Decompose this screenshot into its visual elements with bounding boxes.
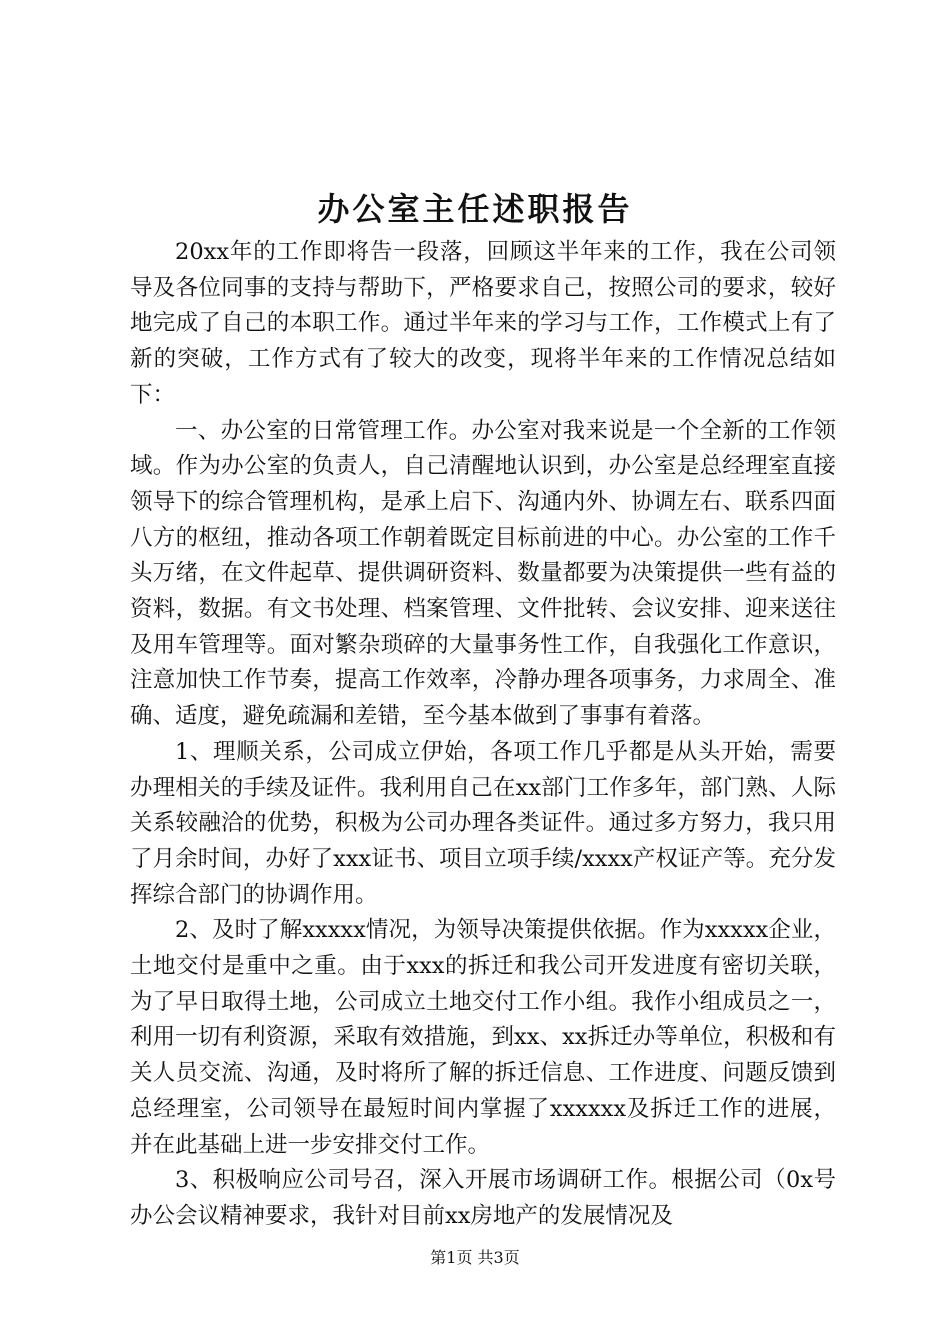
document-title: 办公室主任述职报告 xyxy=(317,190,633,228)
document-body xyxy=(130,235,836,1235)
paragraph-item-three: 3、积极响应公司号召，深入开展市场调研工作。根据公司（0x号办公会议精神要求，我针对目前xx房地产的发展情况及 xyxy=(130,1167,836,1229)
paragraph-section-one: 一、办公室的日常管理工作。办公室对我来说是一个全新的工作领域。作为办公室的负责人，自己清醒地认识到，办公室是总经理室直接领导下的综合管理机构，是承上启下、沟通内外、协调左右、联系四面八方的枢纽，推动各项工作朝着既定目标前进的中心。办公室的工作千头万绪，在文件起草、提供调研资料、数量都要为决策提供一些有益的资料，数据。有文书处理、档案管理、文件批转、会议安排、迎来送往及用车管理等。面对繁杂琐碎的大量事务性工作，自我强化工作意识，注意加快工作节奏，提高工作效率，冷静办理各项事务，力求周全、准确、适度，避免疏漏和差错，至今基本做到了事事有着落。 xyxy=(130,417,836,730)
page-footer: 第1页 共3页 xyxy=(430,1248,520,1267)
paragraph-intro: 20xx年的工作即将告一段落，回顾这半年来的工作，我在公司领导及各位同事的支持与帮助下，严格要求自己，按照公司的要求，较好地完成了自己的本职工作。通过半年来的学习与工作，工作模式上有了新的突破，工作方式有了较大的改变，现将半年来的工作情况总结如下： xyxy=(130,239,836,408)
paragraph-item-two: 2、及时了解xxxxx情况，为领导决策提供依据。作为xxxxx企业，土地交付是重中之重。由于xxx的拆迁和我公司开发进度有密切关联，为了早日取得土地，公司成立土地交付工作小组。我作小组成员之一，利用一切有利资源，采取有效措施，到xx、xx拆迁办等单位，积极和有关人员交流、沟通，及时将所了解的拆迁信息、工作进度、问题反馈到总经理室，公司领导在最短时间内掌握了xxxxxx及拆迁工作的进展，并在此基础上进一步安排交付工作。 xyxy=(130,917,836,1158)
paragraph-item-one: 1、理顺关系，公司成立伊始，各项工作几乎都是从头开始，需要办理相关的手续及证件。我利用自己在xx部门工作多年，部门熟、人际关系较融洽的优势，积极为公司办理各类证件。通过多方努力，我只用了月余时间，办好了xxx证书、项目立项手续/xxxx产权证产等。充分发挥综合部门的协调作用。 xyxy=(130,738,836,908)
